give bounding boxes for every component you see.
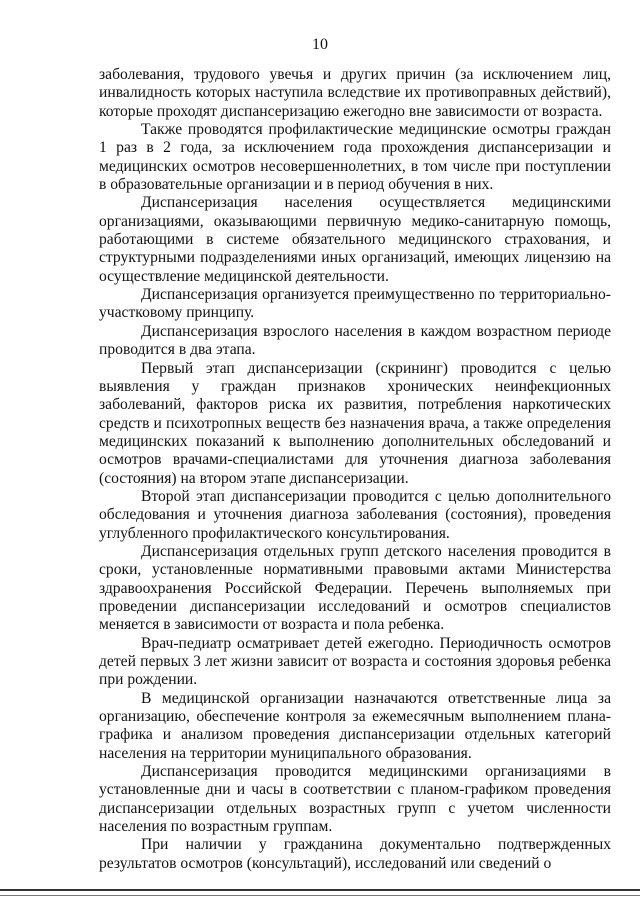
paragraph: Первый этап диспансеризации (скрининг) проводится с целью выявления у граждан признаков хронических неинфекционных заболеваний, факторов риска их развития, потребления наркотических средств и психотропных веществ без назначения врача, а также определения медицинских показаний к выполнению дополнительных обследований и осмотров врачами-специалистами для уточнения диагноза заболевания (состояния) на втором этапе диспансеризации. xyxy=(99,359,611,487)
document-body xyxy=(99,66,611,873)
paragraph: Диспансеризация отдельных групп детского населения проводится в сроки, установленные нормативными правовыми актами Министерства здравоохранения Российской Федерации. Перечень выполняемых при проведении диспансеризации исследований и осмотров специалистов меняется в зависимости от возраста и пола ребенка. xyxy=(99,542,611,634)
paragraph: Диспансеризация проводится медицинскими организациями в установленные дни и часы в соответствии с планом-графиком проведения диспансеризации отдельных возрастных групп с учетом численности населения по возрастным группам. xyxy=(99,763,611,836)
scan-edge-line xyxy=(0,889,640,891)
paragraph: Диспансеризация взрослого населения в каждом возрастном периоде проводится в два этапа. xyxy=(99,322,611,359)
paragraph: Также проводятся профилактические медицинские осмотры граждан 1 раз в 2 года, за исключением года прохождения диспансеризации и медицинских осмотров несовершеннолетних, в том числе при поступлении в образовательные организации и в период обучения в них. xyxy=(99,121,611,194)
scan-edge-line-thin xyxy=(0,895,640,896)
paragraph: Второй этап диспансеризации проводится с целью дополнительного обследования и уточнения диагноза заболевания (состояния), проведения углубленного профилактического консультирования. xyxy=(99,487,611,542)
paragraph: В медицинской организации назначаются ответственные лица за организацию, обеспечение контроля за ежемесячным выполнением плана-графика и анализом проведения диспансеризации отдельных категорий населения на территории муниципального образования. xyxy=(99,689,611,762)
page-number: 10 xyxy=(312,36,328,53)
paragraph: Врач-педиатр осматривает детей ежегодно. Периодичность осмотров детей первых 3 лет жизни зависит от возраста и состояния здоровья ребенка при рождении. xyxy=(99,634,611,689)
paragraph: Диспансеризация организуется преимущественно по территориально-участковому принципу. xyxy=(99,286,611,322)
paragraph: Диспансеризация населения осуществляется медицинскими организациями, оказывающими первичную медико-санитарную помощь, работающими в системе обязательного медицинского страхования, и структурными подразделениями иных организаций, имеющих лицензию на осуществление медицинской деятельности. xyxy=(99,194,611,285)
paragraph-truncated: При наличии у гражданина документально подтвержденных результатов осмотров (консультаций), исследований или сведений о xyxy=(99,836,611,872)
paragraph-continued: заболевания, трудового увечья и других причин (за исключением лиц, инвалидность которых наступила вследствие их противоправных действий), которые проходят диспансеризацию ежегодно вне зависимости от возраста. xyxy=(99,66,611,120)
